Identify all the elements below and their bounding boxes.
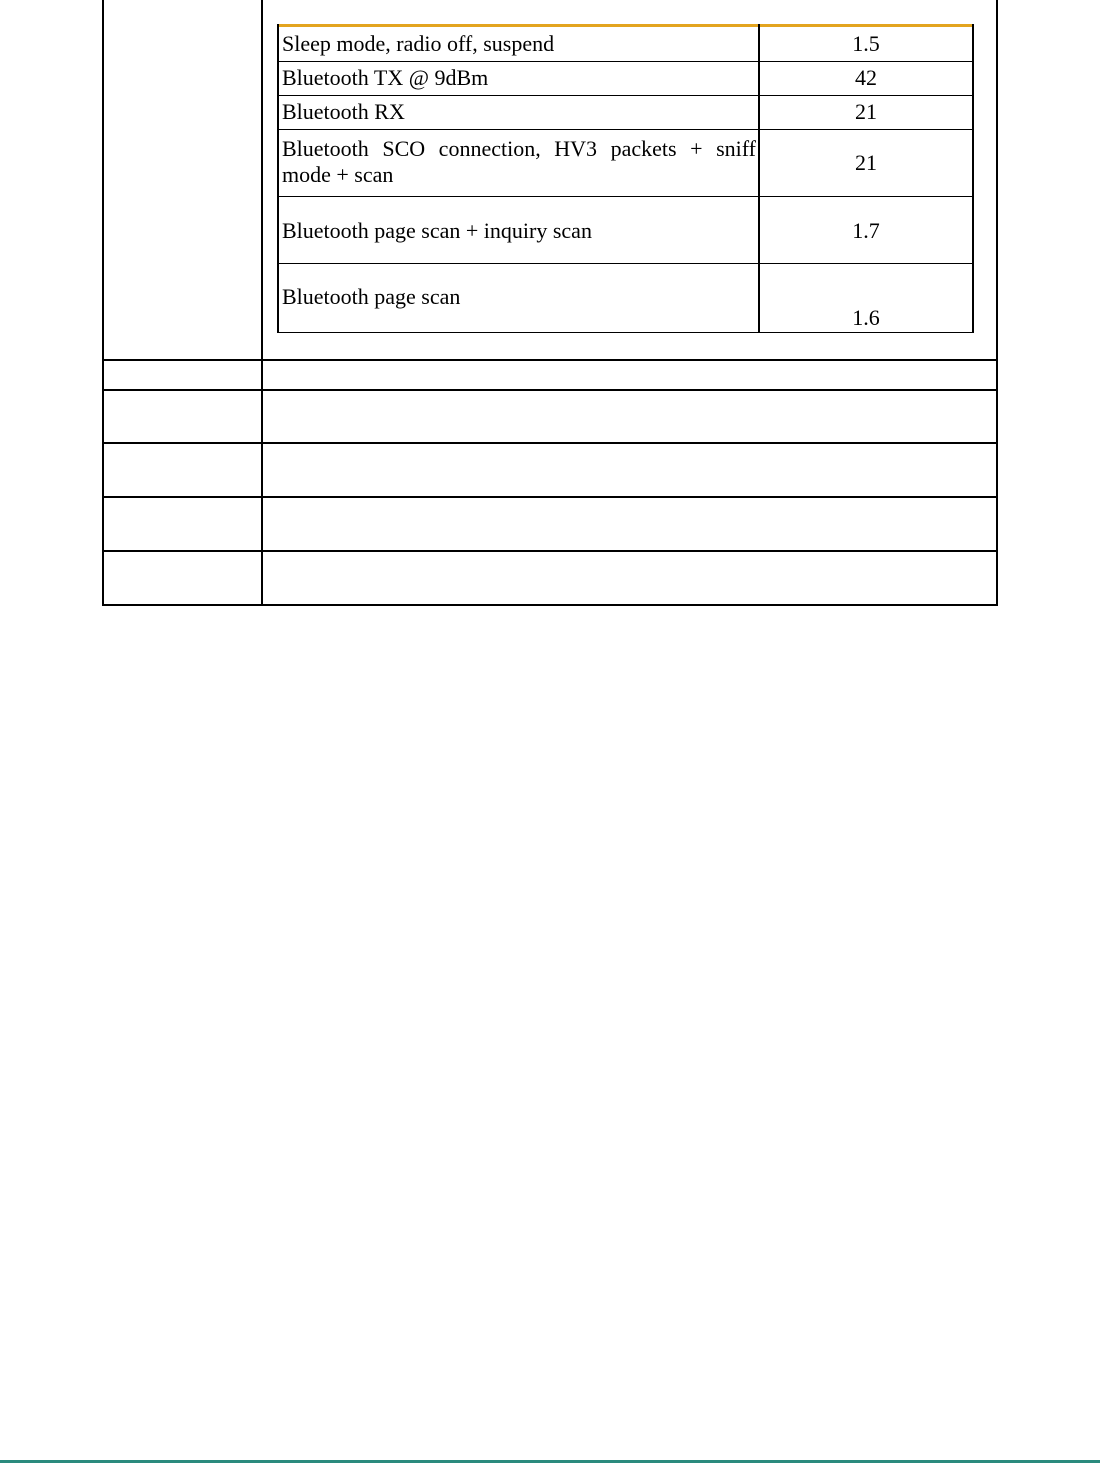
current-value: 1.7 [852,218,880,243]
table-row [277,24,974,62]
mode-label: Bluetooth SCO connection, HV3 packets + sniff mode + scan [282,136,756,187]
mode-label: Bluetooth TX @ 9dBm [282,65,489,90]
spec-table-label-cell [104,444,261,496]
current-consumption-table [277,24,974,333]
spec-table-label-cell [104,391,261,442]
table-column-divider [758,24,760,333]
spec-table-value-cell [263,444,998,496]
spec-table-label-cell [104,552,261,604]
current-value: 1.6 [852,305,880,330]
spec-table-label-cell [104,361,261,389]
table-row [277,264,974,333]
table-row [277,62,974,96]
current-value: 42 [855,65,877,90]
spec-table-label-cell [104,0,261,359]
spec-table-label-cell [104,498,261,550]
mode-label: Sleep mode, radio off, suspend [282,31,555,56]
table-row [277,197,974,264]
table-row [277,96,974,130]
spec-table-value-cell [263,498,998,550]
mode-label: Bluetooth RX [282,99,405,124]
spec-table-value-cell [263,391,998,442]
footer-rule [0,1460,1100,1463]
spec-table-value-cell [263,361,998,389]
mode-label: Bluetooth page scan [282,284,461,309]
table-column-divider [972,24,974,333]
current-value: 21 [855,99,877,124]
spec-table-value-cell [263,552,998,604]
current-value: 21 [855,150,877,175]
mode-label: Bluetooth page scan + inquiry scan [282,218,592,243]
table-row [277,130,974,197]
current-value: 1.5 [852,31,880,56]
table-column-divider [277,24,279,333]
